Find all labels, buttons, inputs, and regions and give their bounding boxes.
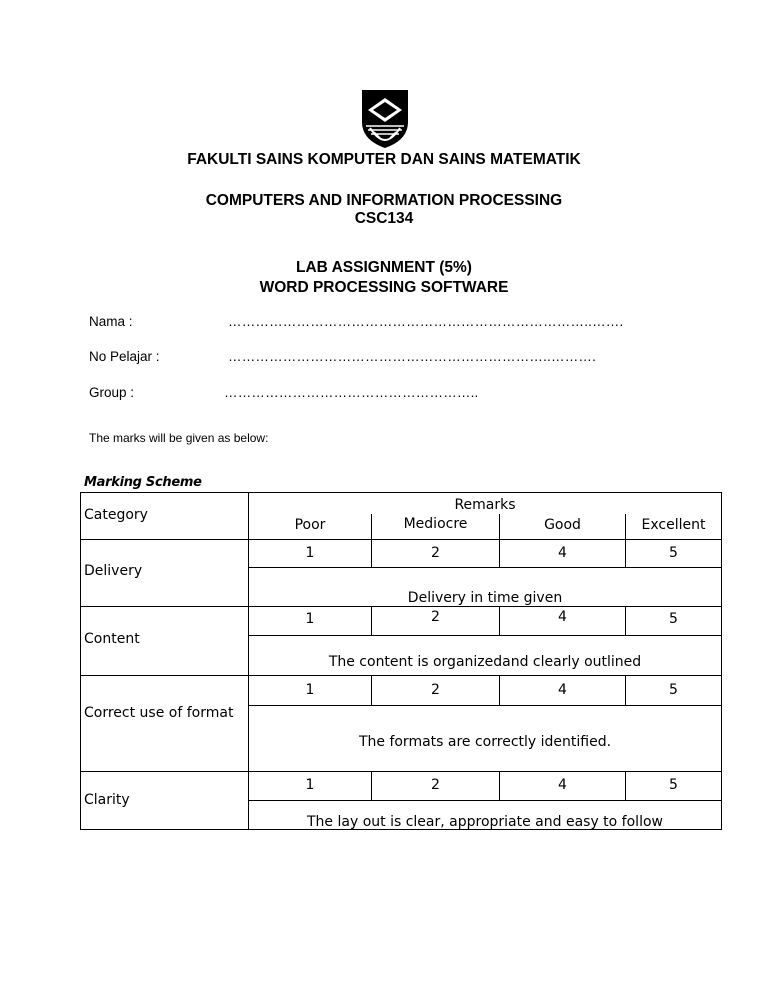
group-field[interactable]: ………………………………………………..	[224, 385, 479, 400]
score-cell: 1	[305, 682, 315, 698]
score-line	[248, 675, 722, 676]
score-cell: 1	[305, 611, 315, 627]
clarity-description: The lay out is clear, appropriate and easy to follow	[307, 814, 663, 830]
format-description: The formats are correctly identified.	[358, 734, 612, 750]
marks-note: The marks will be given as below:	[89, 431, 269, 445]
category-content: Content	[84, 631, 140, 647]
score-line	[248, 800, 722, 801]
score-cell: 5	[669, 611, 678, 627]
assignment-topic: WORD PROCESSING SOFTWARE	[259, 279, 509, 296]
university-crest-icon	[356, 88, 414, 150]
faculty-title: FAKULTI SAINS KOMPUTER DAN SAINS MATEMATIK	[187, 151, 581, 168]
category-clarity: Clarity	[84, 792, 130, 808]
course-code: CSC134	[354, 210, 414, 227]
table-border-top	[80, 492, 722, 493]
row-divider	[80, 539, 249, 540]
score-line	[248, 705, 722, 706]
category-header: Category	[84, 507, 148, 523]
group-label: Group :	[89, 385, 135, 400]
course-name: COMPUTERS AND INFORMATION PROCESSING	[205, 192, 563, 209]
row-divider	[80, 675, 249, 676]
score-cell: 2	[431, 777, 440, 793]
score-line	[248, 606, 722, 607]
level-mediocre: Mediocre	[403, 516, 468, 532]
category-delivery: Delivery	[84, 563, 143, 579]
score-cell: 4	[558, 682, 567, 698]
name-field[interactable]: ……………………………………………………………………..…….	[228, 314, 624, 329]
score-cell: 1	[305, 545, 315, 561]
remarks-header: Remarks	[454, 497, 516, 513]
row-divider	[80, 606, 249, 607]
score-cell: 5	[669, 545, 678, 561]
marking-scheme-title: Marking Scheme	[84, 475, 202, 490]
score-cell: 4	[558, 609, 567, 625]
score-cell: 2	[431, 609, 440, 625]
score-cell: 5	[669, 777, 678, 793]
score-line	[248, 771, 722, 772]
score-cell: 4	[558, 545, 567, 561]
score-cell: 1	[305, 777, 315, 793]
delivery-description: Delivery in time given	[407, 590, 563, 606]
level-poor: Poor	[294, 517, 326, 533]
student-id-field[interactable]: ……………………………………………………………..……….	[228, 349, 597, 364]
student-id-label: No Pelajar :	[89, 349, 160, 364]
score-cell: 2	[431, 545, 440, 561]
score-line	[248, 635, 722, 636]
level-good: Good	[544, 517, 581, 533]
row-divider	[80, 771, 249, 772]
score-line	[248, 539, 722, 540]
name-label: Nama :	[89, 314, 133, 329]
content-description: The content is organizedand clearly outlined	[328, 654, 642, 670]
assignment-title: LAB ASSIGNMENT (5%)	[296, 259, 472, 276]
score-cell: 5	[669, 682, 678, 698]
score-cell: 4	[558, 777, 567, 793]
score-cell: 2	[431, 682, 440, 698]
level-excellent: Excellent	[641, 517, 706, 533]
category-format: Correct use of format	[84, 705, 234, 721]
table-border-left	[80, 492, 81, 830]
score-line	[248, 567, 722, 568]
